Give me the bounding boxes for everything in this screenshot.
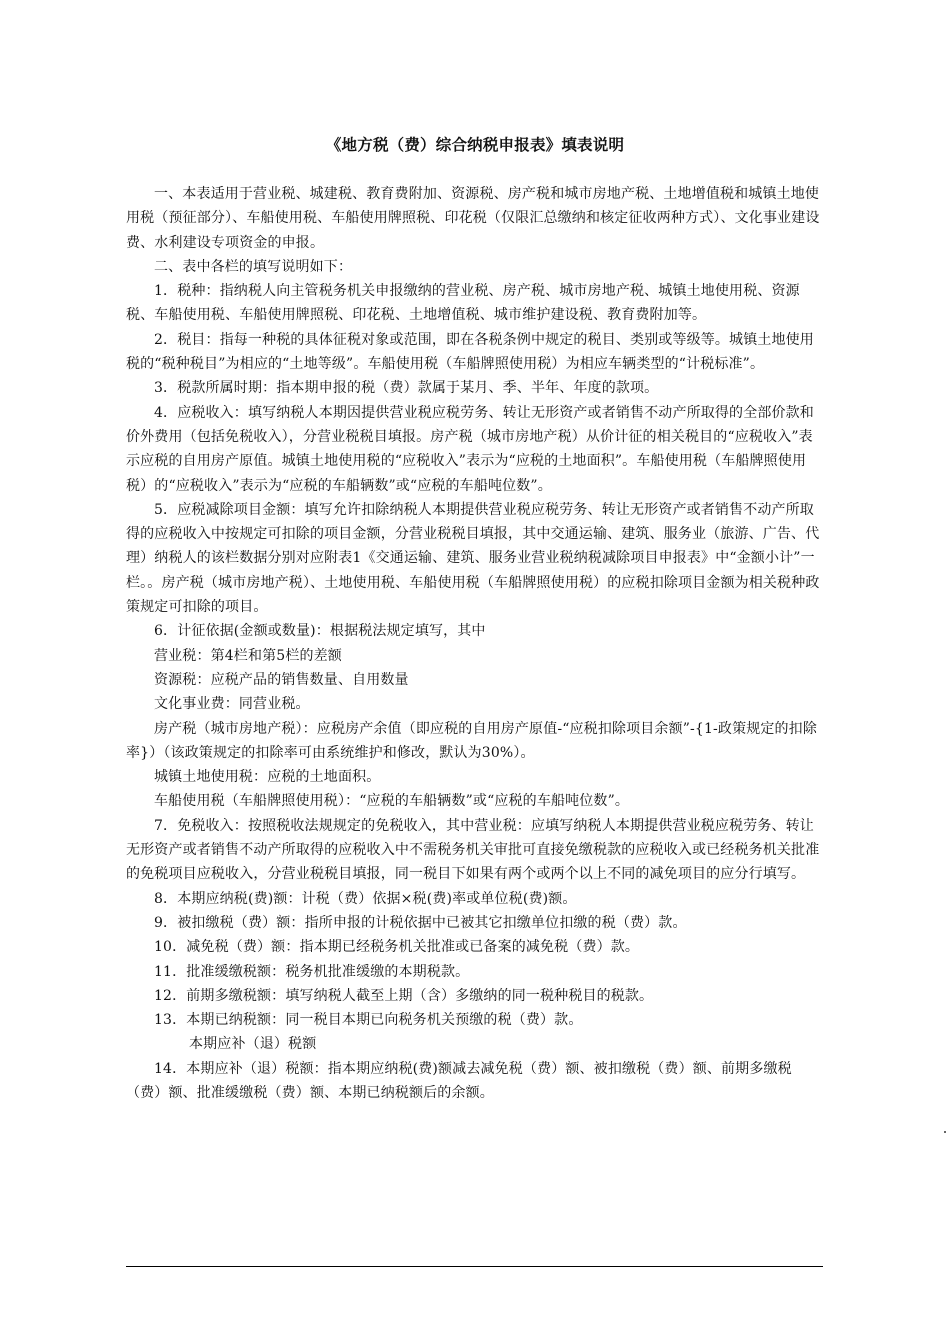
document-body	[126, 182, 826, 1105]
item-14-tax-due-refund: 14．本期应补（退）税额：指本期应纳税(费)额减去减免税（费）额、被扣缴税（费）额、前期多缴税（费）额、批准缓缴税（费）额、本期已纳税额后的余额。	[126, 1060, 792, 1101]
basis-culture-fee: 文化事业费：同营业税。	[154, 696, 310, 713]
item-1-tax-type: 1．税种：指纳税人向主管税务机关申报缴纳的营业税、房产税、城市房地产税、城镇土地使用税、资源税、车船使用税、车船使用牌照税、印花税、土地增值税、城市维护建设税、教育费附加等。	[126, 283, 800, 324]
item-3-tax-period: 3．税款所属时期：指本期申报的税（费）款属于某月、季、半年、年度的款项。	[154, 380, 659, 397]
footer-divider	[126, 1266, 823, 1267]
item-2-tax-item: 2．税目：指每一种税的具体征税对象或范围，即在各税条例中规定的税目、类别或等级等。城镇土地使用税的“税种税目”为相应的“土地等级”。车船使用税（车船牌照使用税）为相应车辆类型的“计税标准”。	[126, 331, 814, 373]
item-5-deduction-amount: 5．应税减除项目金额：填写允许扣除纳税人本期提供营业税应税劳务、转让无形资产或者销售不动产所取得的应税收入中按规定可扣除的项目金额，分营业税税目填报，其中交通运输、建筑、服务业（旅游、广告、代理）纳税人的该栏数据分别对应附表1《交通运输、建筑、服务业营业税纳税减除项目申报表》中“金额小计”一栏。。房产税（城市房地产税）、土地使用税、车船使用税（车船牌照使用税）的应税扣除项目金额为相关税种政策规定可扣除的项目。	[126, 501, 820, 616]
paragraph-fields-intro: 二、表中各栏的填写说明如下：	[154, 258, 353, 275]
stray-mark	[944, 1131, 946, 1133]
document-title: 《地方税（费）综合纳税申报表》填表说明	[325, 135, 625, 154]
basis-resource-tax: 资源税：应税产品的销售数量、自用数量	[154, 671, 409, 688]
basis-business-tax: 营业税：第4栏和第5栏的差额	[154, 647, 342, 664]
basis-vehicle-tax: 车船使用税（车船牌照使用税）：“应税的车船辆数”或“应税的车船吨位数”。	[154, 793, 630, 810]
item-6-tax-basis: 6．计征依据(金额或数量)：根据税法规定填写，其中	[154, 623, 486, 640]
subheading-refund-due: 本期应补（退）税额	[189, 1036, 317, 1053]
item-13-prepaid-tax: 13．本期已纳税额：同一税目本期已向税务机关预缴的税（费）款。	[154, 1012, 583, 1029]
item-11-deferred-tax: 11．批准缓缴税额：税务机批准缓缴的本期税款。	[154, 963, 470, 980]
basis-land-use-tax: 城镇土地使用税：应税的土地面积。	[154, 769, 381, 786]
paragraph-scope: 一、本表适用于营业税、城建税、教育费附加、资源税、房产税和城市房地产税、土地增值税和城镇土地使用税（预征部分）、车船使用税、车船使用牌照税、印花税（仅限汇总缴纳和核定征收两种方式）、文化事业建设费、水利建设专项资金的申报。	[126, 186, 820, 251]
item-4-taxable-income: 4．应税收入：填写纳税人本期因提供营业税应税劳务、转让无形资产或者销售不动产所取得的全部价款和价外费用（包括免税收入），分营业税税目填报。房产税（城市房地产税）从价计征的相关税目的“应税收入”表示应税的自用房产原值。城镇土地使用税的“应税收入”表示为“应税的土地面积”。车船使用税（车船牌照使用税）的“应税收入”表示为“应税的车船辆数”或“应税的车船吨位数”。	[126, 404, 814, 494]
item-12-prior-overpaid: 12．前期多缴税额：填写纳税人截至上期（含）多缴纳的同一税种税目的税款。	[154, 987, 654, 1004]
item-8-tax-payable: 8．本期应纳税(费)额：计税（费）依据×税(费)率或单位税(费)额。	[154, 890, 577, 907]
item-10-tax-relief: 10．减免税（费）额：指本期已经税务机关批准或已备案的减免税（费）款。	[154, 939, 640, 956]
item-7-tax-exempt-income: 7．免税收入：按照税收法规规定的免税收入，其中营业税：应填写纳税人本期提供营业税应税劳务、转让无形资产或者销售不动产所取得的应税收入中不需税务机关审批可直接免缴税款的应税收入或已经税务机关批准的免税项目应税收入，分营业税税目填报，同一税目下如果有两个或两个以上不同的减免项目的应分行填写。	[126, 817, 820, 883]
basis-property-tax: 房产税（城市房地产税）：应税房产余值（即应税的自用房产原值-“应税扣除项目余额”-{1-政策规定的扣除率}）（该政策规定的扣除率可由系统维护和修改，默认为30%）。	[126, 720, 817, 761]
item-9-withheld-tax: 9．被扣缴税（费）额：指所申报的计税依据中已被其它扣缴单位扣缴的税（费）款。	[154, 914, 687, 931]
